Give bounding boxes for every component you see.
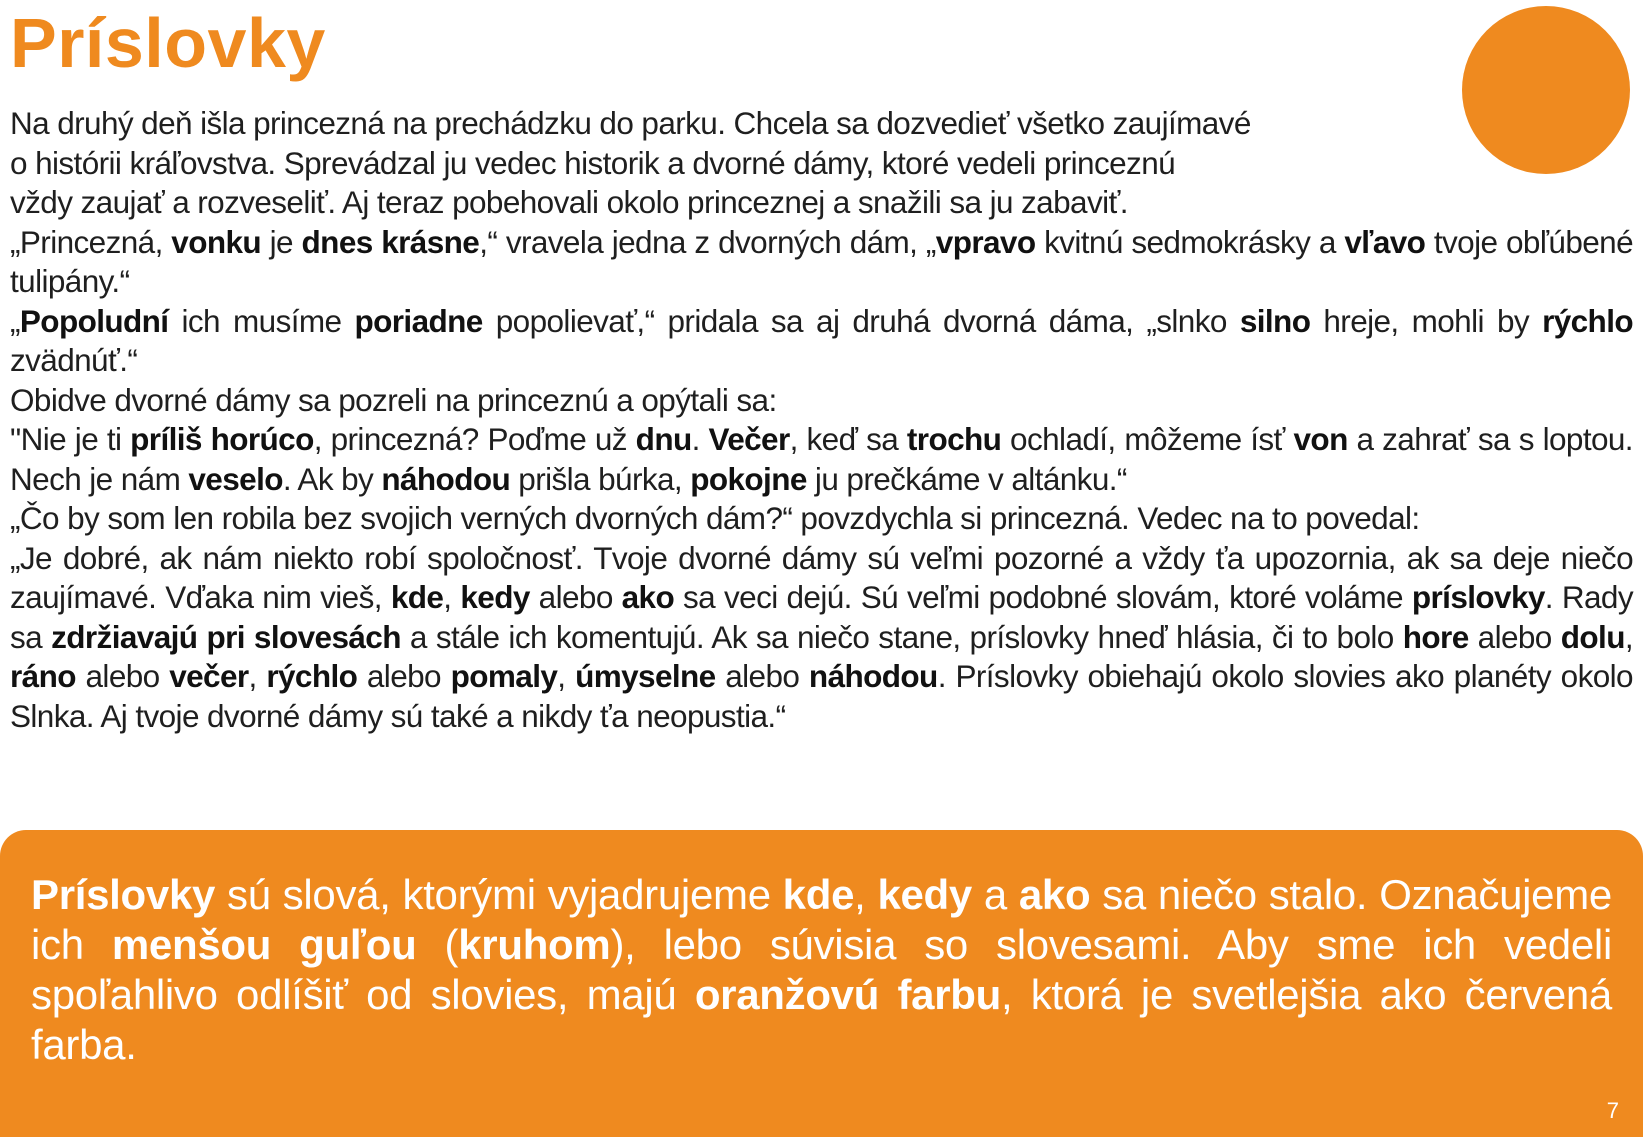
adverb: silno	[1239, 302, 1311, 339]
adverb: dnes krásne	[301, 223, 480, 260]
adverb: príliš horúco	[130, 421, 314, 457]
adverb: dolu	[1560, 618, 1625, 655]
adverb: Večer	[708, 421, 790, 457]
story-paragraph: Obidve dvorné dámy sa pozreli na princeznú a opýtali sa:	[10, 381, 777, 418]
adverb: večer	[169, 658, 249, 694]
adverb: rýchlo	[1542, 302, 1633, 339]
adverb: vpravo	[935, 223, 1036, 260]
page-number: 7	[1606, 1098, 1619, 1123]
page-title: Príslovky	[10, 4, 326, 82]
adverb: rýchlo	[266, 658, 358, 694]
story-intro-line: Na druhý deň išla princezná na prechádzku do parku. Chcela sa dozvedieť všetko zaujímavé	[10, 105, 1251, 141]
adverb: trochu	[906, 421, 1002, 457]
adverb: veselo	[188, 460, 283, 497]
adverb: von	[1293, 421, 1348, 457]
adverb: poriadne	[354, 302, 483, 339]
adverb: pokojne	[690, 460, 807, 497]
story-paragraph: "Nie je ti príliš horúco, princezná? Poďme už dnu. Večer, keď sa trochu ochladí, môžeme ísť von a zahrať sa s loptou. Nech je nám veselo. Ak by náhodou prišla búrka, pokojne ju prečkáme v altánku.“	[10, 421, 1633, 497]
story-paragraph: „Princezná, vonku je dnes krásne,“ vravela jedna z dvorných dám, „vpravo kvitnú sedmokrásky a vľavo tvoje obľúbené tulipány.“	[10, 223, 1633, 299]
adverb: kde	[390, 579, 444, 615]
story-paragraph: „Čo by som len robila bez svojich verných dvorných dám?“ povzdychla si princezná. Vedec na to povedal:	[10, 500, 1420, 536]
adverb: zdržiavajú pri slovesách	[51, 618, 401, 655]
adverb: príslovky	[1411, 579, 1545, 615]
adverb: kedy	[460, 579, 530, 615]
adverb: pomaly	[450, 658, 558, 694]
adverb: náhodou	[381, 460, 511, 497]
adverb: úmyselne	[575, 658, 716, 694]
story-paragraph: „Popoludní ich musíme poriadne popolievať,“ pridala sa aj druhá dvorná dáma, „slnko silno hreje, mohli by rýchlo zvädnúť.“	[10, 302, 1633, 378]
adverb: Popoludní	[19, 302, 169, 339]
adverb: vľavo	[1344, 223, 1426, 260]
adverb: vonku	[171, 223, 262, 260]
adverb: ako	[621, 579, 675, 615]
adverb: náhodou	[808, 658, 938, 694]
adverb: hore	[1402, 618, 1469, 655]
adverb: ráno	[10, 658, 76, 694]
story-intro-line: vždy zaujať a rozveseliť. Aj teraz pobehovali okolo princeznej a snažili sa ju zabaviť.	[10, 184, 1128, 220]
definition-text: Príslovky sú slová, ktorými vyjadrujeme kde, kedy a ako sa niečo stalo. Označujeme ich menšou guľou (kruhom), lebo súvisia so slovesami. Aby sme ich vedeli spoľahlivo odlíšiť od slovies, majú oranžovú farbu, ktorá je svetlejšia ako červená farba.	[31, 871, 1612, 1068]
story-intro-line: o histórii kráľovstva. Sprevádzal ju vedec historik a dvorné dámy, ktoré vedeli princeznú	[10, 144, 1176, 181]
story-text	[10, 104, 1633, 736]
story-paragraph: „Je dobré, ak nám niekto robí spoločnosť. Tvoje dvorné dámy sú veľmi pozorné a vždy ťa upozornia, ak sa deje niečo zaujímavé. Vďaka nim vieš, kde, kedy alebo ako sa veci dejú. Sú veľmi podobné slovám, ktoré voláme príslovky. Rady sa zdržiavajú pri slovesách a stále ich komentujú. Ak sa niečo stane, príslovky hneď hlásia, či to bolo hore alebo dolu, ráno alebo večer, rýchlo alebo pomaly, úmyselne alebo náhodou. Príslovky obiehajú okolo slovies ako planéty okolo Slnka. Aj tvoje dvorné dámy sú také a nikdy ťa neopustia.“	[10, 539, 1633, 734]
adverb: dnu	[635, 421, 692, 457]
